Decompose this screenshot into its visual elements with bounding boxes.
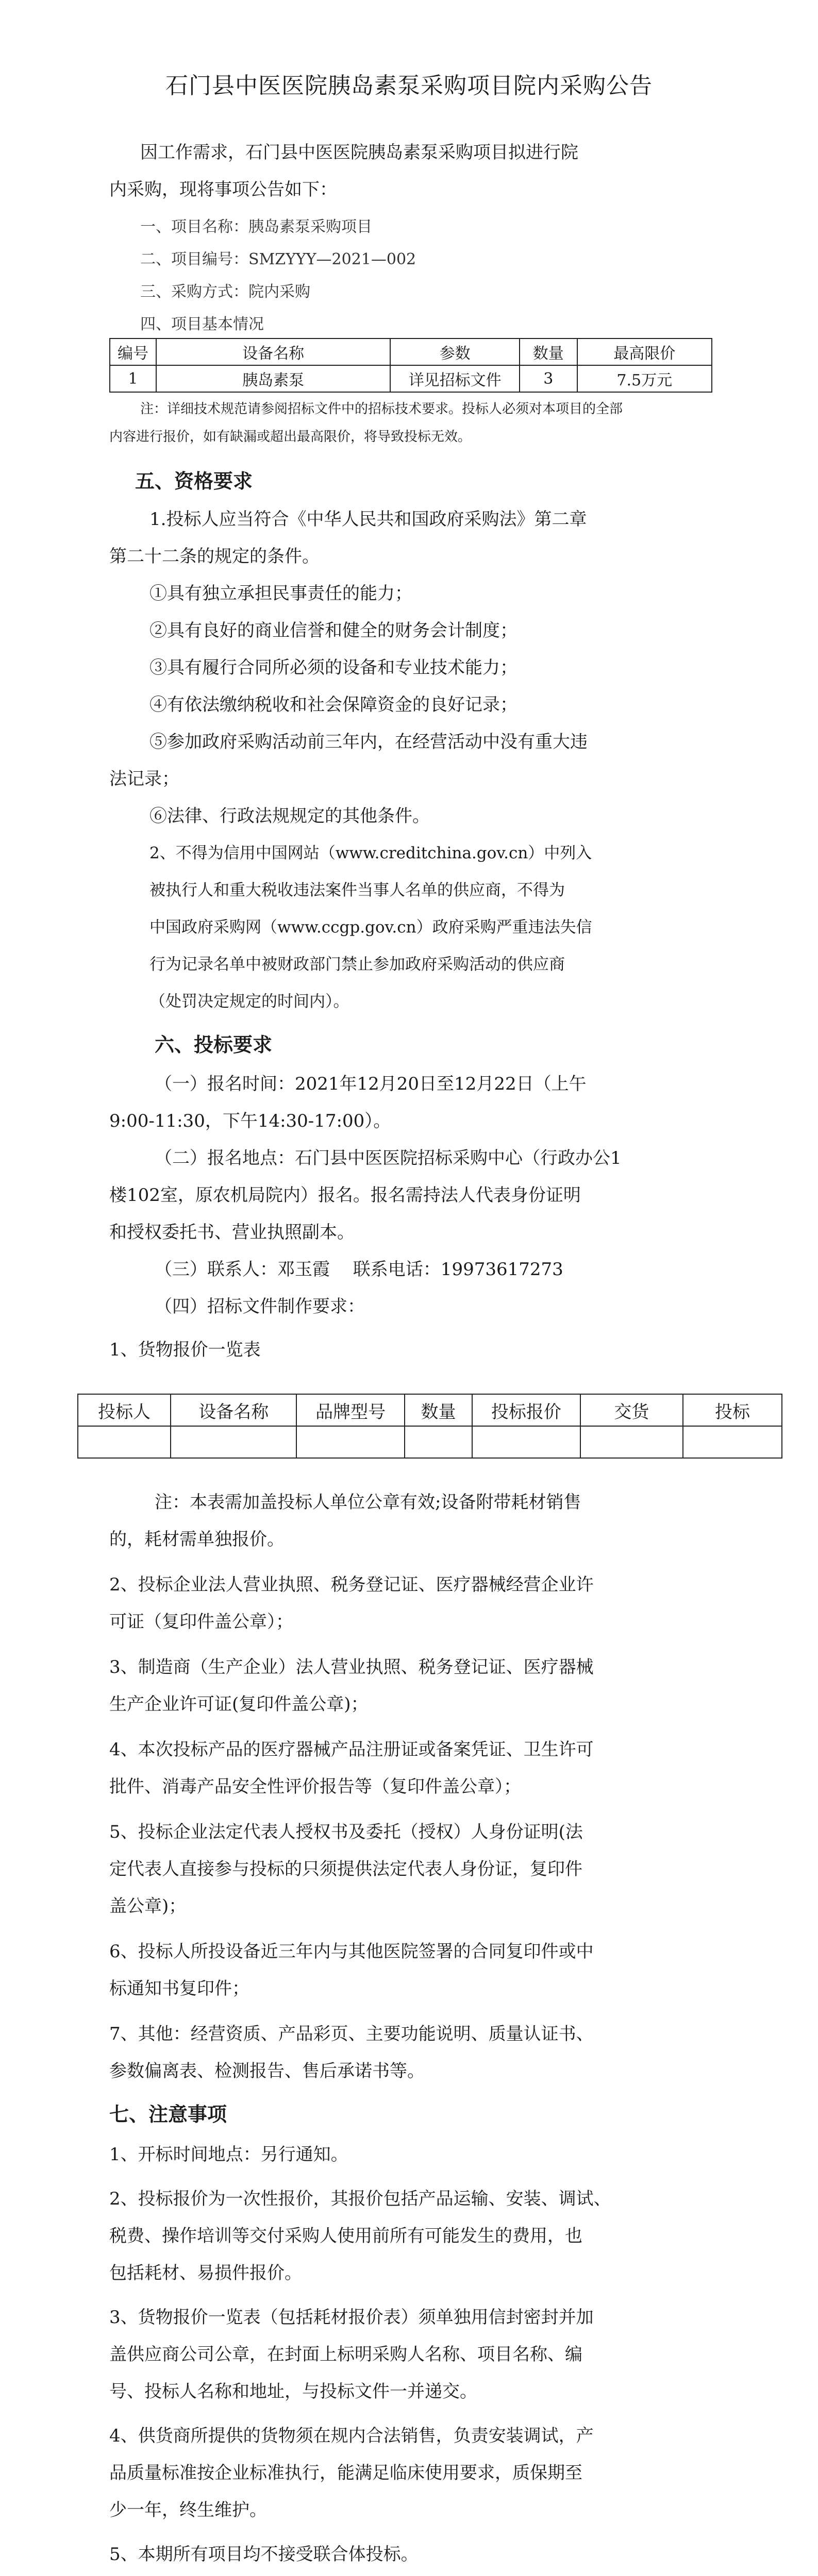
notice-line: 盖供应商公司公章，在封面上标明采购人名称、项目名称、编 [109, 2344, 582, 2365]
table-header-cell: 参数 [390, 338, 520, 365]
section-heading: 五、资格要求 [135, 469, 253, 493]
paragraph-line: （四）招标文件制作要求： [155, 1296, 365, 1317]
paragraph-line: 行为记录名单中被财政部门禁止参加政府采购活动的供应商 [149, 955, 565, 974]
table-row [78, 1426, 782, 1458]
table-header-cell: 编号 [110, 338, 156, 365]
table-cell [405, 1426, 472, 1458]
list-item: ②具有良好的商业信誉和健全的财务会计制度； [149, 620, 517, 641]
list-item: ①具有独立承担民事责任的能力； [149, 583, 412, 604]
table-row [110, 365, 712, 392]
table-note: 的，耗材需单独报价。 [109, 1529, 285, 1550]
list-item: ⑥法律、行政法规规定的其他条件。 [149, 806, 430, 826]
quote-table [77, 1394, 782, 1459]
notice-line: 少一年，终生维护。 [109, 2500, 267, 2520]
paragraph-line: 1、货物报价一览表 [109, 1340, 261, 1360]
table-header-cell: 投标报价 [472, 1394, 580, 1426]
table-cell: 胰岛素泵 [156, 365, 390, 392]
project-table [109, 338, 712, 393]
requirement-line: 3、制造商（生产企业）法人营业执照、税务登记证、医疗器械 [109, 1657, 594, 1677]
notice-line: 5、本期所有项目均不接受联合体投标。 [109, 2544, 419, 2565]
table-header-cell: 最高限价 [577, 338, 712, 365]
table-cell: 1 [110, 365, 156, 392]
section-heading: 七、注意事项 [109, 2103, 227, 2126]
requirement-line: 批件、消毒产品安全性评价报告等（复印件盖公章）； [109, 1776, 521, 1797]
notice-line: 4、供货商所提供的货物须在规内合法销售，负责安装调试，产 [109, 2426, 594, 2446]
table-cell [78, 1426, 171, 1458]
paragraph-line: 楼102室，原农机局院内）报名。报名需持法人代表身份证明 [109, 1185, 581, 1206]
paragraph-line: 2、不得为信用中国网站（www.creditchina.gov.cn）中列入 [149, 844, 592, 862]
paragraph-line: 第二十二条的规定的条件。 [109, 546, 320, 567]
page-title: 石门县中医医院胰岛素泵采购项目院内采购公告 [165, 73, 653, 99]
notice-line: 税费、操作培训等交付采购人使用前所有可能发生的费用，也 [109, 2226, 582, 2246]
table-header-cell: 设备名称 [171, 1394, 296, 1426]
list-item: ④有依法缴纳税收和社会保障资金的良好记录； [149, 694, 517, 715]
table-cell [580, 1426, 683, 1458]
table-note: 内容进行报价，如有缺漏或超出最高限价，将导致投标无效。 [109, 429, 472, 445]
table-cell [171, 1426, 296, 1458]
table-cell: 7.5万元 [577, 365, 712, 392]
paragraph-line: 9:00-11:30，下午14:30-17:00）。 [109, 1111, 391, 1131]
notice-line: 1、开标时间地点：另行通知。 [109, 2144, 348, 2165]
paragraph-line: （二）报名地点：石门县中医医院招标采购中心（行政办公1 [155, 1148, 622, 1168]
table-note: 注：详细技术规范请参阅招标文件中的招标技术要求。投标人必须对本项目的全部 [140, 401, 623, 417]
paragraph-line: 被执行人和重大税收违法案件当事人名单的供应商，不得为 [149, 881, 565, 900]
intro-line: 因工作需求，石门县中医医院胰岛素泵采购项目拟进行院 [140, 142, 578, 163]
table-header-row [110, 338, 712, 365]
contact-line: （三）联系人：邓玉霞 联系电话：19973617273 [155, 1259, 563, 1280]
intro-line: 内采购，现将事项公告如下： [109, 179, 337, 200]
requirement-line: 6、投标人所投设备近三年内与其他医院签署的合同复印件或中 [109, 1941, 594, 1962]
notice-line: 品质量标准按企业标准执行，能满足临床使用要求，质保期至 [109, 2463, 582, 2483]
paragraph-line: 1.投标人应当符合《中华人民共和国政府采购法》第二章 [149, 509, 587, 530]
section-heading: 六、投标要求 [155, 1033, 273, 1056]
table-cell: 3 [520, 365, 577, 392]
table-header-row [78, 1394, 782, 1426]
list-item: ③具有履行合同所必须的设备和专业技术能力； [149, 657, 517, 678]
table-header-cell: 投标人 [78, 1394, 171, 1426]
notice-line: 号、投标人名称和地址，与投标文件一并递交。 [109, 2381, 477, 2402]
requirement-line: 生产企业许可证(复印件盖公章)； [109, 1694, 369, 1715]
table-header-cell: 投标 [683, 1394, 782, 1426]
project-number: 二、项目编号：SMZYYY—2021—002 [140, 250, 416, 268]
table-cell [472, 1426, 580, 1458]
table-header-cell: 数量 [520, 338, 577, 365]
requirement-line: 可证（复印件盖公章）； [109, 1612, 293, 1632]
requirement-line: 盖公章)； [109, 1896, 187, 1917]
requirement-line: 5、投标企业法定代表人授权书及委托（授权）人身份证明(法 [109, 1822, 583, 1842]
project-name: 一、项目名称：胰岛素泵采购项目 [140, 218, 372, 236]
requirement-line: 7、其他：经营资质、产品彩页、主要功能说明、质量认证书、 [109, 2024, 594, 2044]
table-header-cell: 数量 [405, 1394, 472, 1426]
table-cell [296, 1426, 404, 1458]
paragraph-line: （处罚决定规定的时间内）。 [149, 992, 349, 1011]
requirement-line: 定代表人直接参与投标的只须提供法定代表人身份证，复印件 [109, 1859, 582, 1879]
table-header-cell: 交货 [580, 1394, 683, 1426]
list-item: 法记录； [109, 769, 179, 789]
paragraph-line: （一）报名时间：2021年12月20日至12月22日（上午 [155, 1074, 587, 1094]
list-item: ⑤参加政府采购活动前三年内，在经营活动中没有重大违 [149, 732, 588, 752]
requirement-line: 4、本次投标产品的医疗器械产品注册证或备案凭证、卫生许可 [109, 1739, 594, 1760]
requirement-line: 标通知书复印件； [109, 1978, 249, 1999]
table-header-cell: 设备名称 [156, 338, 390, 365]
requirement-line: 2、投标企业法人营业执照、税务登记证、医疗器械经营企业许 [109, 1574, 594, 1595]
table-cell: 详见招标文件 [390, 365, 520, 392]
paragraph-line: 和授权委托书、营业执照副本。 [109, 1222, 355, 1243]
paragraph-line: 中国政府采购网（www.ccgp.gov.cn）政府采购严重违法失信 [149, 918, 592, 937]
notice-line: 包括耗材、易损件报价。 [109, 2263, 302, 2283]
requirement-line: 参数偏离表、检测报告、售后承诺书等。 [109, 2061, 425, 2081]
project-info-heading: 四、项目基本情况 [140, 315, 264, 333]
table-cell [683, 1426, 782, 1458]
notice-line: 3、货物报价一览表（包括耗材报价表）须单独用信封密封并加 [109, 2307, 594, 2328]
table-note: 注：本表需加盖投标人单位公章有效;设备附带耗材销售 [155, 1492, 581, 1513]
procurement-method: 三、采购方式：院内采购 [140, 283, 310, 301]
table-header-cell: 品牌型号 [296, 1394, 404, 1426]
notice-line: 2、投标报价为一次性报价，其报价包括产品运输、安装、调试、 [109, 2189, 611, 2209]
